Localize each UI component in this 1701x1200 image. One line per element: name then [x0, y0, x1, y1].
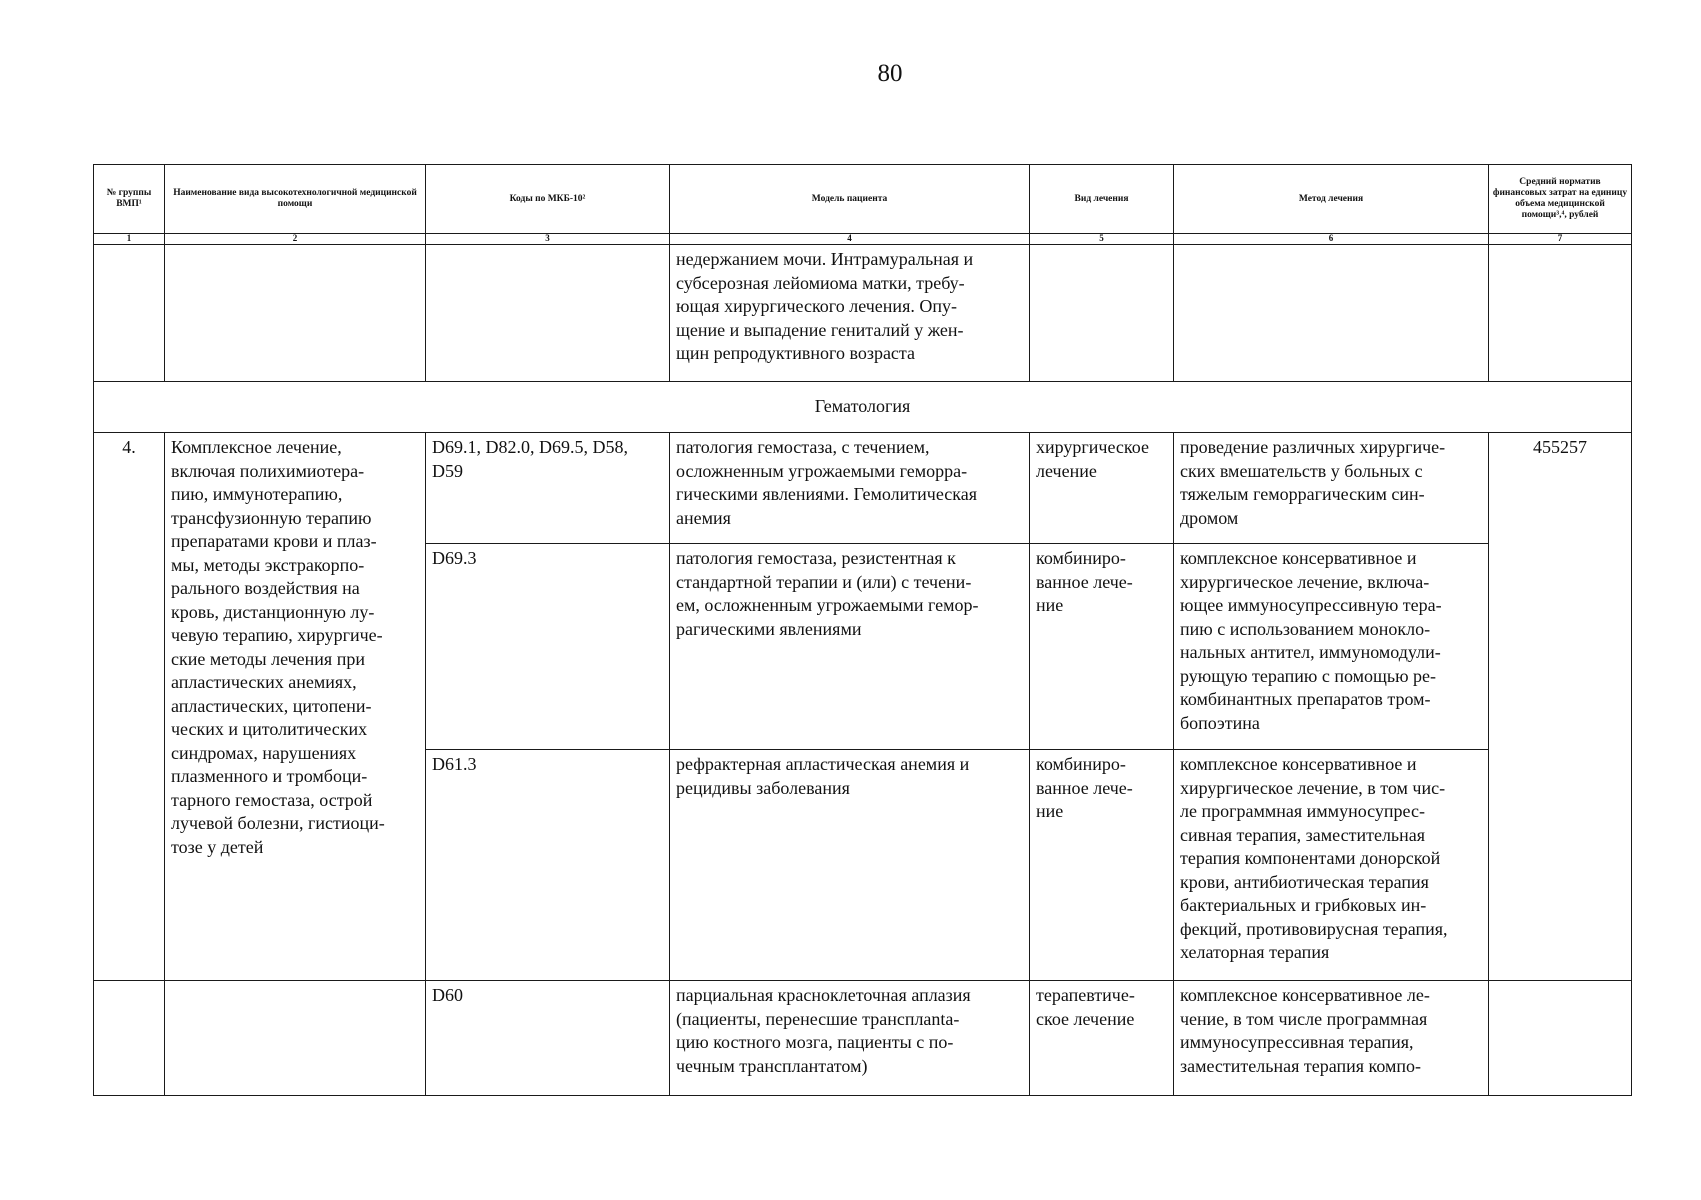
text-line: бопоэтина: [1180, 712, 1260, 733]
continuation-patient-model: [670, 245, 1030, 382]
text-line: рующую терапию с помощью ре-: [1180, 665, 1437, 686]
text-line: включая полихимиотера-: [171, 460, 365, 481]
text-line: дромом: [1180, 507, 1239, 528]
header-icd-codes: Коды по МКБ-10²: [426, 165, 670, 234]
patient-model: [670, 433, 1030, 544]
text-line: ющая хирургического лечения. Опу-: [676, 296, 957, 316]
column-number: 5: [1030, 234, 1174, 245]
text-line: ских вмешательств у больных с: [1180, 460, 1423, 481]
text-line: щение и выпадение гениталий у жен-: [676, 319, 964, 340]
text-line: (пациенты, перенесшие трансплanta-: [676, 1008, 960, 1029]
text-line: комбинантных препаратов тром-: [1180, 689, 1431, 709]
text-line: заместительная терапия компо-: [1180, 1055, 1422, 1076]
text-line: комплексное консервативное ле-: [1180, 985, 1430, 1005]
text-line: хирургическое лечение, включа-: [1180, 571, 1430, 592]
treatment-type: [1030, 433, 1174, 544]
group-number: 4.: [94, 433, 165, 981]
icd-codes: [426, 544, 670, 750]
header-care-type: Наименование вида высокотехнологичной медицинской помощи: [165, 165, 426, 234]
text-line: иммуносупрессивная терапия,: [1180, 1032, 1414, 1052]
text-line: рефрактерная апластическая анемия и: [676, 754, 970, 774]
column-numbers-row: [94, 234, 1632, 245]
text-line: D69.1, D82.0, D69.5, D58,: [432, 437, 628, 457]
text-line: пию с использованием моноклo-: [1180, 618, 1431, 639]
header-row: [94, 165, 1632, 234]
text-line: апластических анемиях,: [171, 672, 357, 692]
text-line: ющее иммуносупрессивную тера-: [1180, 595, 1442, 615]
text-line: апластических, цитопени-: [171, 695, 372, 716]
text-line: парциальная красноклеточная аплазия: [676, 985, 971, 1005]
treatment-method: [1174, 750, 1489, 981]
text-line: лучевой болезни, гистиоци-: [171, 813, 385, 833]
text-line: осложненным угрожаемыми геморра-: [676, 460, 968, 481]
table-row: [94, 433, 1632, 544]
patient-model: [670, 750, 1030, 981]
text-line: D61.3: [432, 754, 477, 774]
icd-codes: [426, 981, 670, 1096]
section-title: Гематология: [94, 382, 1632, 433]
column-number: 4: [670, 234, 1030, 245]
text-line: недержанием мочи. Интрамуральная и: [676, 249, 974, 269]
text-line: ские методы лечения при: [171, 648, 365, 669]
column-number: 3: [426, 234, 670, 245]
patient-model: [670, 544, 1030, 750]
text-line: тозе у детей: [171, 836, 264, 857]
text-line: ние: [1036, 595, 1064, 615]
text-line: ское лечение: [1036, 1008, 1135, 1029]
text-line: терапевтиче-: [1036, 985, 1135, 1005]
treatment-type: [1030, 544, 1174, 750]
column-number: 6: [1174, 234, 1489, 245]
text-line: ванное лече-: [1036, 777, 1133, 798]
text-line: тяжелым геморрагическим син-: [1180, 484, 1425, 504]
text-line: препаратами крови и плаз-: [171, 531, 377, 551]
header-group-number: № группы ВМП¹: [94, 165, 165, 234]
text-line: D60: [432, 985, 463, 1005]
text-line: субсерозная лейомиома матки, требу-: [676, 272, 965, 293]
text-line: патология гемостаза, резистентная к: [676, 548, 956, 568]
text-line: плазменного и тромбоци-: [171, 766, 368, 786]
text-line: сивная терапия, заместительная: [1180, 824, 1426, 845]
text-line: чевую терапию, хирургиче-: [171, 625, 383, 645]
page-number: 80: [877, 60, 903, 87]
icd-codes: [426, 750, 670, 981]
text-line: крови, антибиотическая терапия: [1180, 871, 1429, 892]
text-line: комбиниро-: [1036, 754, 1126, 774]
treatment-type: [1030, 981, 1174, 1096]
column-number: 2: [165, 234, 426, 245]
header-treatment-type: Вид лечения: [1030, 165, 1174, 234]
icd-codes: [426, 433, 670, 544]
text-line: щин репродуктивного возраста: [676, 343, 916, 363]
treatment-method: [1174, 981, 1489, 1096]
text-line: хелаторная терапия: [1180, 942, 1330, 962]
text-line: хирургическое: [1036, 437, 1149, 457]
continuation-row: [94, 245, 1632, 382]
text-line: терапия компонентами донорской: [1180, 848, 1441, 868]
header-treatment-method: Метод лечения: [1174, 165, 1489, 234]
text-line: хирургическое лечение, в том чис-: [1180, 777, 1446, 798]
text-line: проведение различных хирургиче-: [1180, 437, 1446, 457]
text-line: тарного гемостаза, острой: [171, 789, 373, 810]
care-type-description: [165, 433, 426, 981]
text-line: D69.3: [432, 548, 477, 568]
text-line: комбиниро-: [1036, 548, 1126, 568]
text-line: рального воздействия на: [171, 578, 360, 598]
text-line: рецидивы заболевания: [676, 777, 850, 798]
text-line: чечным трансплантатом): [676, 1055, 868, 1076]
treatment-type: [1030, 750, 1174, 981]
vmp-table: [93, 164, 1632, 1096]
text-line: комплексное консервативное и: [1180, 548, 1417, 568]
column-number: 1: [94, 234, 165, 245]
header-patient-model: Модель пациента: [670, 165, 1030, 234]
text-line: трансфузионную терапию: [171, 507, 372, 528]
text-line: гическими явлениями. Гемолитическая: [676, 484, 977, 504]
text-line: фекций, противовирусная терапия,: [1180, 918, 1448, 939]
treatment-method: [1174, 544, 1489, 750]
text-line: ле программная иммуносупрес-: [1180, 801, 1425, 821]
text-line: нальных антител, иммуномодули-: [1180, 642, 1441, 662]
text-line: Комплексное лечение,: [171, 437, 342, 457]
text-line: рагическими явлениями: [676, 618, 862, 639]
text-line: кровь, дистанционную лу-: [171, 601, 375, 622]
treatment-method: [1174, 433, 1489, 544]
header-cost-standard: Средний норматив финансовых затрат на единицу объема медицинской помощи³,⁴, рублей: [1489, 165, 1632, 234]
text-line: D59: [432, 460, 463, 481]
text-line: пию, иммунотерапию,: [171, 484, 343, 504]
patient-model: [670, 981, 1030, 1096]
text-line: лечение: [1036, 460, 1097, 481]
column-number: 7: [1489, 234, 1632, 245]
text-line: ческих и цитолитических: [171, 719, 368, 739]
text-line: чение, в том числе программная: [1180, 1008, 1428, 1029]
table-row: [94, 981, 1632, 1096]
cost-value: 455257: [1489, 433, 1632, 981]
text-line: анемия: [676, 507, 731, 528]
text-line: стандартной терапии и (или) с течени-: [676, 571, 972, 592]
text-line: синдромах, нарушениях: [171, 742, 357, 763]
section-row: [94, 382, 1632, 433]
text-line: цию костного мозга, пациенты с по-: [676, 1032, 954, 1052]
text-line: ванное лече-: [1036, 571, 1133, 592]
text-line: ем, осложненным угрожаемыми гемор-: [676, 595, 979, 615]
text-line: мы, методы экстракорпо-: [171, 554, 365, 575]
text-line: патология гемостаза, с течением,: [676, 437, 930, 457]
text-line: бактериальных и грибковых ин-: [1180, 895, 1427, 915]
text-line: ние: [1036, 801, 1064, 821]
text-line: комплексное консервативное и: [1180, 754, 1417, 774]
